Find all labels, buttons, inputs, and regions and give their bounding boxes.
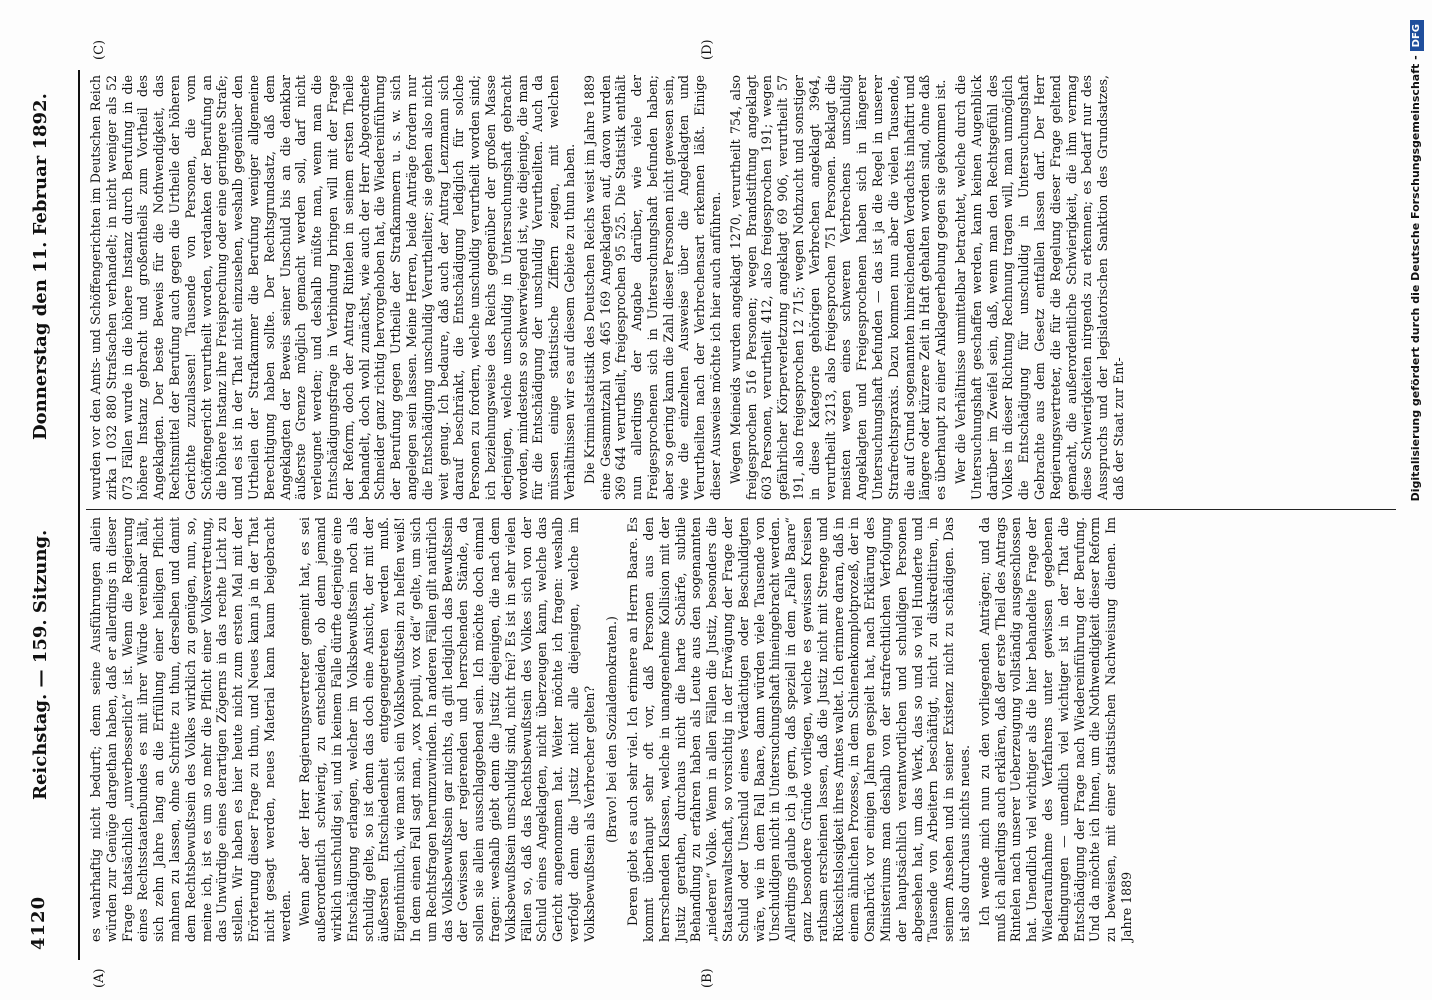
header-rule [78,70,80,960]
column-divider [86,509,1396,510]
left-paragraph-2: Wenn aber der Herr Regierungsvertreter gemeint hat, es sei außerordentlich schwierig, zu entscheiden, ob denn jemand wirklich unschuldig sei, und in keinem Falle dürfte derjenige eine Entschädigung erlangen, welcher im Volksbewußtsein noch als schuldig gelte, so ist denn das doch eine Ansicht, der mit der äußersten Entschiedenheit entgegengetreten werden muß. Eigenthümlich, wie man sich ein Volksbewußtsein zu helfen weiß! In dem einen Fall sagt man, „vox populi, vox dei“ gelte, um sich um Rechtsfragen herumzuwinden. In anderen Fällen gilt natürlich das Volksbewußtsein gar nichts, da gilt lediglich das Bewußtsein der Gewissen der regierenden und herrschenden Stände, da sollen sie allein ausschlaggebend sein. Ich möchte doch einmal fragen: weshalb giebt denn die Justiz diejenigen, die nach dem Volksbewußtsein unschuldig sind, nicht frei? Es ist in sehr vielen Fällen so, daß das Rechtsbewußtsein des Volkes sich von der Schuld eines Angeklagten, nicht überzeugen kann, welche das Gericht angenommen hat. Weiter möchte ich fragen: weshalb verfolgt denn die Justiz nicht alle diejenigen, welche im Volksbewußtsein als Verbrecher gelten? [297,517,597,942]
margin-marker-a: (A) [92,968,107,988]
session-date: Donnerstag den 11. Februar 1892. [30,93,51,440]
running-head: Reichstag. — 159. Sitzung. [30,529,51,800]
left-paragraph-4: Ich wende mich nun zu den vorliegenden Anträgen; und da muß ich allerdings auch erklären, daß der erste Theil des Antrags Rintelen nach unserer Ueberzeugung vollständig ausgeschlossen hat. Unendlich viel wichtiger als die hier behandelte Frage der Wiederaufnahme des Verfahrens unter gewissen gegebenen Bedingungen — unendlich viel wichtiger ist in der That die Entschädigung der Frage nach Wiedereinführung der Berufung. Und da möchte ich Ihnen, um die Nothwendigkeit dieser Reform zu beweisen, mit einer statistischen Nachweisung dienen. Im Jahre 1889 [976,517,1134,942]
left-paragraph-1: es wahrhaftig nicht bedurft; denn seine Ausführungen allein würden zur Genüge dargethan haben, daß er allerdings in dieser Frage thatsächlich „unverbesserlich“ ist. Wenn die Regierung eines Rechtsstaatenbundes es mit ihrer Würde vereinbar hält, sich zehn Jahre lang an die Erfüllung einer heiligen Pflicht mahnen zu lassen, ohne Schritte zu thun, derselben und damit dem Rechtsbewußtsein des Volkes wirklich zu genügen, nun, so, meine ich, ist es um so mehr die Pflicht einer Volksvertretung, das Unwürdige eines derartigen Zögerns in das rechte Licht zu stellen. Wir haben es hier heute nicht zum ersten Mal mit der Erörterung dieser Frage zu thun, und Neues kann ja in der That nicht gesagt werden, neues Material kann kaum beigebracht werden. [88,517,293,942]
digitization-credit [1404,20,1428,980]
margin-marker-b: (B) [700,968,715,988]
right-paragraph-3: Wegen Meineids wurden angeklagt 1270, verurtheilt 754, also freigesprochen 516 Personen; wegen Brandstiftung angeklagt 603 Personen, verurtheilt 412, also freigesprochen 191; wegen gefährlicher Körperverletzung angeklagt 69 906, verurtheilt 57 191, also freigesprochen 12 715; wegen Nothzucht und sonstiger in diese Kategorie gehörigen Verbrechen angeklagt 3964, verurtheilt 3213, also freigesprochen 751 Personen. Beklagt die meisten wegen eines schweren Verbrechens unschuldig Angeklagten und Freigesprochenen haben sich in längerer Untersuchungshaft befunden — das ist ja die Regel in unserer Strafrechtspraxis. Dazu kommen nun aber die vielen Tausende, die auf Grund sogenannten hinreichenden Verdachts inhaftirt und längere oder kürzere Zeit in Haft gehalten worden sind, ohne daß es überhaupt zu einer Anklageerhebung gegen sie gekommen ist. [727,75,949,500]
right-column [88,75,1388,500]
margin-marker-d: (D) [700,39,715,60]
credit-text: Digitalisierung gefördert durch die Deutsche Forschungsgemeinschaft - [1409,55,1422,502]
dfg-logo: DFG [1410,20,1424,51]
page-header [18,60,58,960]
left-column [88,517,1388,942]
applause-note: (Bravo! bei den Sozialdemokraten.) [603,616,619,843]
right-paragraph-4: Wer die Verhältnisse unmittelbar betrachtet, welche durch die Untersuchungshaft geschaffen werden, kann keinen Augenblick darüber im Zweifel sein, daß, wenn man den Rechtsgefühl des Volkes in dieser Richtung Rechnung tragen will, man unmöglich die Entschädigung für unschuldig in Untersuchungshaft Gebrachte aus dem Gesetz entfallen lassen darf. Der Herr Regierungsvertreter, die für die Regelung dieser Frage geltend gemacht, die außerordentliche Schwierigkeit, die ihm vermag diese Schwierigkeiten nirgends zu erkennen; es bedarf nur des Ausspruchs und der legislatorischen Sanktion des Grundsatzes, daß der Staat zur Ent- [953,75,1126,500]
left-paragraph-3: Deren giebt es auch sehr viel. Ich erinnere an Herrn Baare. Es kommt überhaupt sehr oft vor, daß Personen aus den herrschenden Klassen, welche in unangenehme Kollision mit der Justiz gerathen, durchaus nicht die harte Schärfe, subtile Behandlung zu erfahren haben als Leute aus den sogenannten „niederen“ Volke. Wenn in allen Fällen die Justiz, besonders die Staatsanwaltschaft, so vorsichtig in der Erwägung der Frage der Schuld oder Unschuld eines Verdächtigen oder Beschuldigten wäre, wie in dem Fall Baare, dann würden viele Tausende von Unschuldigen nicht in Untersuchungshaft hineingebracht werden. Allerdings glaube ich ja gern, daß speziell in dem „Falle Baare“ ganz besondere Gründe vorliegen, welche es gewissen Kreisen rathsam erscheinen lassen, daß die Justiz nicht mit Strenge und Rücksichtslosigkeit ihres Amtes waltet. Ich erinnere daran, daß in einem ähnlichen Prozesse, in dem Schienenkomplotprozeß, der in Osnabrück vor einigen Jahren gespielt hat, nach Erklärung des Ministeriums man deshalb von der strafrechtlichen Verfolgung der hauptsächlich verantwortlichen und schuldigen Personen abgesehen hat, um das Werk, das so und so viel Hunderte und Tausende von Arbeitern beschäftigt, nicht zu diskreditiren, in seinem Ansehen und in seiner Existenz nicht zu schädigen. Das ist also durchaus nichts neues. [625,517,973,942]
right-paragraph-2: Die Kriminalstatistik des Deutschen Reichs weist im Jahre 1889 eine Gesammtzahl von 465 169 Angeklagten auf, davon wurden 369 644 verurtheilt, freigesprochen 95 525. Die Statistik enthält nun allerdings der Angabe darüber, wie viele der Freigesprochenen sich in Untersuchungshaft befunden haben; aber so gering kann die Zahl dieser Personen nicht gewesen sein, wie die einzelnen Ausweise über die Angeklagten und Verurtheilten nach der Verbrechensart erkennen läßt. Einige dieser Ausweise möchte ich hier auch anführen. [581,75,724,500]
page-number: 4120 [28,895,49,950]
right-paragraph-1: wurden vor den Amts- und Schöffengerichten im Deutschen Reich zirka 1 032 880 Strafsachen verhandelt; in nicht weniger als 52 073 Fällen wurde in die höhere Instanz durch Berufung in die höhere Instanz gebracht und großentheils zum Vortheil des Angeklagten. Der beste Beweis für die Nothwendigkeit, das Rechtsmittel der Berufung auch gegen die Urtheile der höheren Gerichte zuzulassen! Tausende von Personen, die vom Schöffengericht verurtheilt worden, verdanken der Berufung an die höhere Instanz ihre Freisprechung oder eine geringere Strafe; und es ist in der That nicht einzusehen, weshalb gegenüber den Urtheilen der Strafkammer die Berufung weniger allgemeine Berechtigung haben sollte. Der Rechtsgrundsatz, daß dem Angeklagten der Beweis seiner Unschuld bis an die denkbar äußerste Grenze möglich gemacht werden soll, darf nicht verleugnet werden; und deshalb müßte man, wenn man die Entschädigungsfrage in Verbindung bringen will mit der Frage der Reform, doch der Antrag Rintelen in seinem ersten Theile behandelt, doch wohl zunächst, wie auch der Herr Abgeordnete Schneider ganz richtig hervorgehoben hat, die Wiedereinführung der Berufung gegen Urtheile der Strafkammern u. s. w. sich angelegen sein lassen. Meine Herren, beide Anträge fordern nur die Entschädigung unschuldig Verurtheilter; sie gehen also nicht weit genug. Ich bedaure, daß auch der Antrag Lenzmann sich darauf beschränkt, die Entschädigung lediglich für solche Personen zu fordern, welche unschuldig verurtheilt worden sind; ich beziehungsweise des Reichs gegenüber der großen Masse derjenigen, welche unschuldig in Untersuchungshaft gebracht worden, mindestens so schwerwiegend ist, wie diejenige, die man für die Entschädigung der unschuldig Verurtheilten. Auch da müssen einige statistische Ziffern zeigen, mit welchen Verhältnissen wir es auf diesem Gebiete zu thun haben. [88,75,577,500]
margin-marker-c: (C) [92,39,107,60]
